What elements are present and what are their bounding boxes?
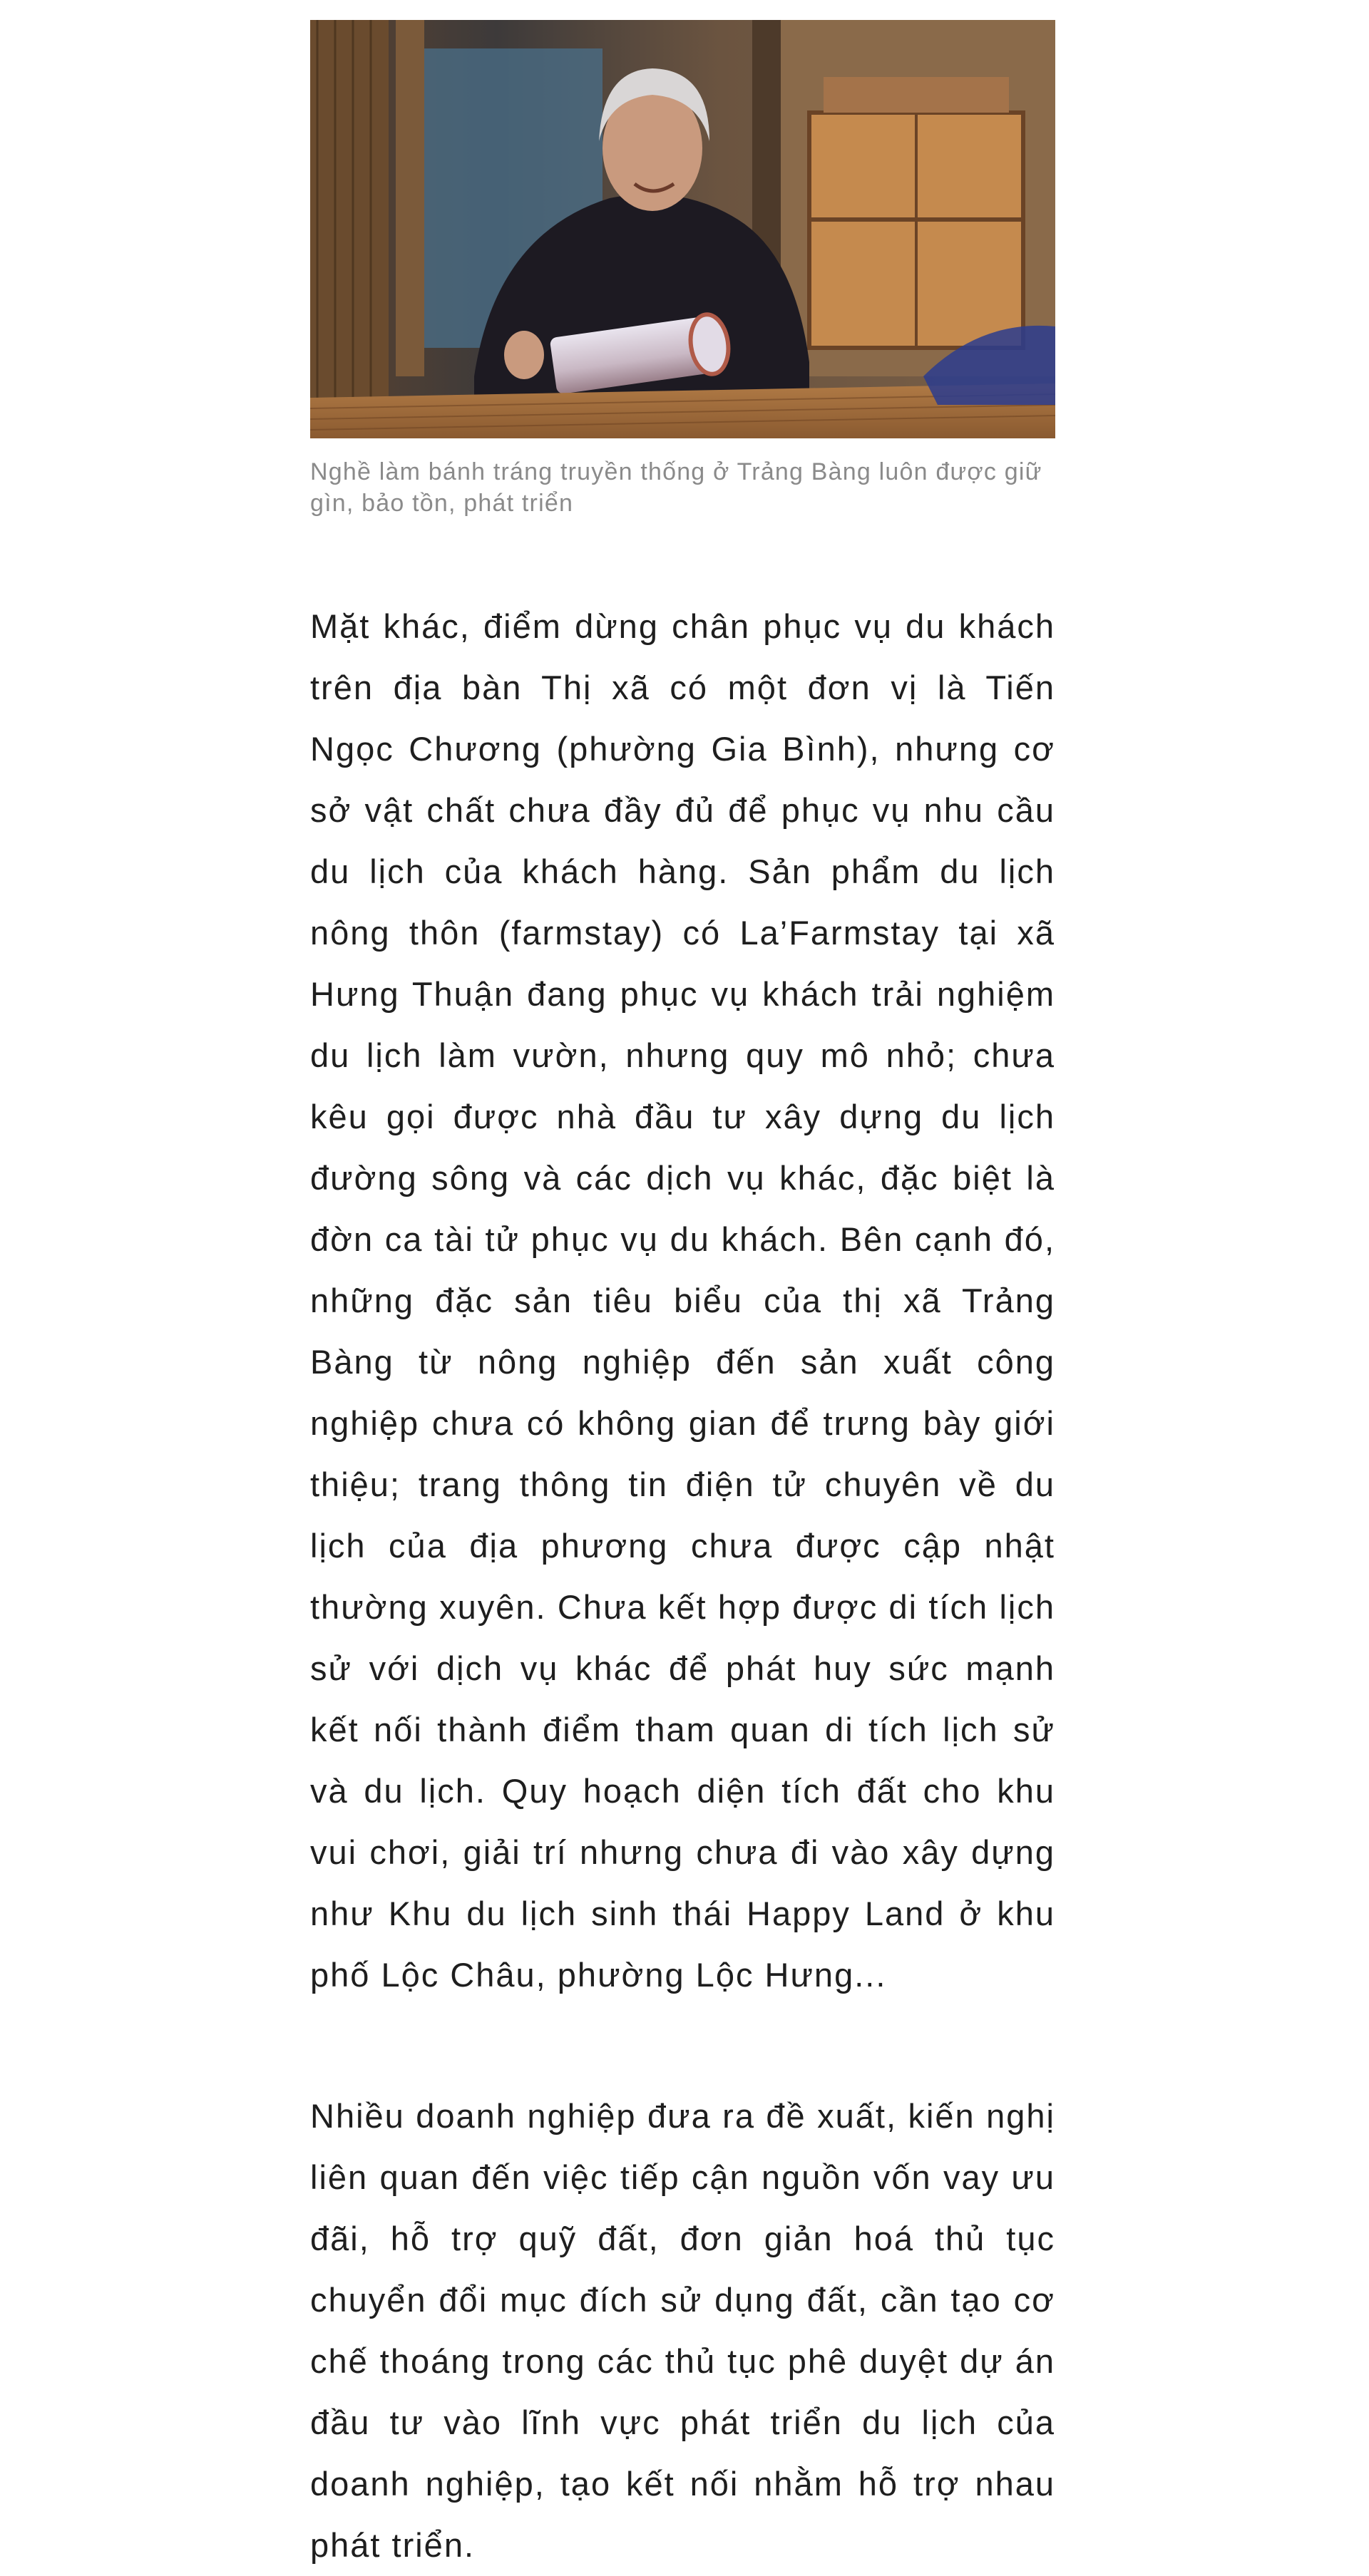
- photo-caption: Nghề làm bánh tráng truyền thống ở Trảng Bàng luôn được giữ gìn, bảo tồn, phát triển: [310, 458, 1042, 517]
- article-figure: [310, 0, 1055, 519]
- body-paragraph: Mặt khác, điểm dừng chân phục vụ du khách trên địa bàn Thị xã có một đơn vị là Tiến Ngọc Chương (phường Gia Bình), nhưng cơ sở vật chất chưa đầy đủ để phục vụ nhu cầu du lịch của khách hàng. Sản phẩm du lịch nông thôn (farmstay) có La’Farmstay tại xã Hưng Thuận đang phục vụ khách trải nghiệm du lịch làm vườn, nhưng quy mô nhỏ; chưa kêu gọi được nhà đầu tư xây dựng du lịch đường sông và các dịch vụ khác, đặc biệt là đờn ca tài tử phục vụ du khách. Bên cạnh đó, những đặc sản tiêu biểu của thị xã Trảng Bàng từ nông nghiệp đến sản xuất công nghiệp chưa có không gian để trưng bày giới thiệu; trang thông tin điện tử chuyên về du lịch của địa phương chưa được cập nhật thường xuyên. Chưa kết hợp được di tích lịch sử với dịch vụ khác để phát huy sức mạnh kết nối thành điểm tham quan di tích lịch sử và du lịch. Quy hoạch diện tích đất cho khu vui chơi, giải trí nhưng chưa đi vào xây dựng như Khu du lịch sinh thái Happy Land ở khu phố Lộc Châu, phường Lộc Hưng...: [310, 607, 1055, 1994]
- article-column: [310, 0, 1055, 2576]
- article-photo: [310, 20, 1055, 438]
- body-paragraph: Nhiều doanh nghiệp đưa ra đề xuất, kiến nghị liên quan đến việc tiếp cận nguồn vốn vay ưu đãi, hỗ trợ quỹ đất, đơn giản hoá thủ tục chuyển đổi mục đích sử dụng đất, cần tạo cơ chế thoáng trong các thủ tục phê duyệt dự án đầu tư vào lĩnh vực phát triển du lịch của doanh nghiệp, tạo kết nối nhằm hỗ trợ nhau phát triển.: [310, 2097, 1055, 2564]
